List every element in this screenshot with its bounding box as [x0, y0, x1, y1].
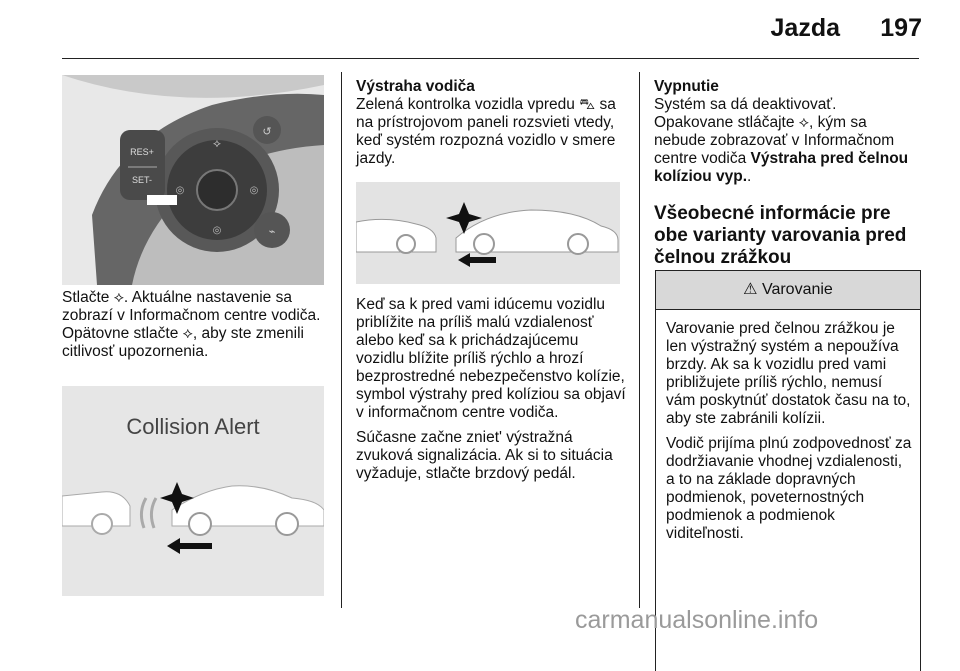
- header-divider: [62, 58, 919, 59]
- page-number: 197: [880, 14, 922, 42]
- column-divider: [341, 72, 342, 608]
- collision-alert-title: Collision Alert: [126, 414, 260, 439]
- intro-paragraph: Stlačte ⟡. Aktuálne nastavenie sa zobrazí v Informačnom centre vodiča. Opätovne stlačte ⟡, aby ste zmenili citlivosť upozornenia.: [62, 289, 321, 360]
- warning-title: Varovanie: [761, 281, 833, 298]
- svg-text:⌁: ⌁: [268, 226, 276, 238]
- page-section-title: Jazda: [770, 14, 840, 42]
- column-divider: [639, 72, 640, 608]
- warning-paragraph-2: Vodič prijíma plnú zodpovednosť za dodržiavanie vhodnej vzdialenosti, a to na základe dopravných podmienok, poveternostných podmienok a podmienok viditeľnosti.: [666, 435, 912, 542]
- collision-alert-figure: [62, 386, 324, 596]
- deactivation-message: Výstraha pred čelnou kolíziou vyp.: [654, 150, 909, 185]
- res-button-label: RES+: [130, 147, 154, 157]
- column2-heading-block: [356, 78, 626, 168]
- arrow-left-icon: [458, 253, 496, 267]
- warning-body: [656, 310, 920, 543]
- column2-body: [356, 296, 628, 490]
- warning-triangle-icon: ⚠: [743, 281, 758, 298]
- svg-text:◎: ◎: [175, 185, 185, 196]
- vehicle-ahead-figure: [356, 182, 620, 284]
- svg-text:⟡: ⟡: [213, 136, 221, 150]
- warning-header: [656, 271, 920, 310]
- deactivation-heading: Vypnutie: [654, 78, 719, 95]
- arrow-left-icon: [167, 538, 212, 554]
- set-button-label: SET-: [131, 175, 153, 185]
- steering-wheel-figure: [62, 75, 324, 285]
- deactivation-paragraph: [654, 96, 916, 186]
- steering-wheel-illustration: [62, 75, 324, 285]
- deactivation-block: [654, 78, 916, 186]
- approach-warning-paragraph: Keď sa k pred vami idúcemu vozidlu priblížite na príliš malú vzdialenosť alebo keď sa k prichádzajúcemu vozidlu blížite príliš rýchlo a hrozí bezprostredné nebezpečenstvo kolízie, symbol výstrahy pred kolíziou sa objaví v informačnom centre vodiča.: [356, 296, 626, 421]
- watermark: carmanualsonline.info: [575, 606, 819, 634]
- set-button-highlight: [147, 195, 177, 205]
- audible-warning-paragraph: Súčasne začne zniet' výstražná zvuková signalizácia. Ak si to situácia vyžaduje, stlačte brzdový pedál.: [356, 429, 613, 482]
- svg-text:↺: ↺: [262, 126, 272, 138]
- driver-warning-heading: Výstraha vodiča: [356, 78, 475, 95]
- deactivation-end: .: [747, 168, 752, 185]
- driver-warning-paragraph: Zelená kontrolka vozidla vpredu ⛍ sa na prístrojovom paneli rozsvieti vtedy, keď systém rozpozná vozidlo v smere jazdy.: [356, 96, 616, 167]
- deactivation-text: Systém sa dá deaktivovať. Opakovane stláčajte ⟡, kým sa nebude zobrazovať v Informačnom centre vodiča: [654, 96, 895, 167]
- svg-text:◎: ◎: [212, 225, 222, 236]
- svg-text:◎: ◎: [249, 185, 259, 196]
- vehicle-ahead-graphic: [356, 182, 620, 284]
- collision-alert-graphic: [62, 386, 324, 596]
- general-info-heading: Všeobecné informácie pre obe varianty varovania pred čelnou zrážkou: [654, 203, 907, 268]
- warning-paragraph-1: Varovanie pred čelnou zrážkou je len výstražný systém a nepoužíva brzdy. Ak sa k vozidlu pred vami približujete príliš rýchlo, nemusí vám poskytnúť dostatok času na to, aby ste zabránili kolízii.: [666, 320, 911, 427]
